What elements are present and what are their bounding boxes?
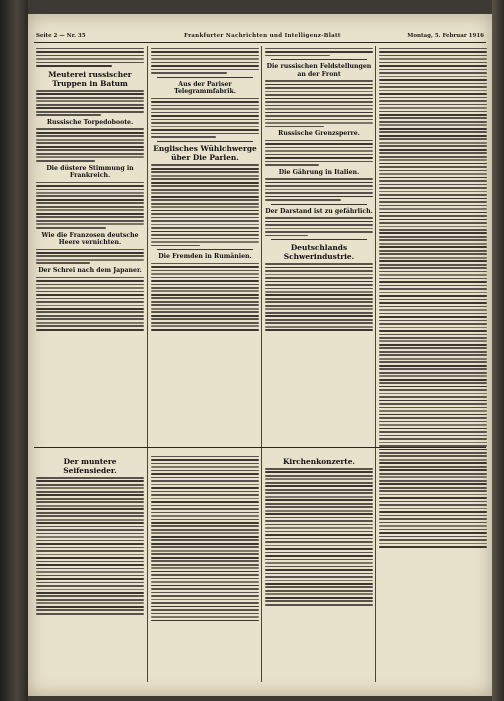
headline: Die düstere Stimmung in Frankreich. bbox=[46, 164, 134, 180]
feuilleton-column-2 bbox=[151, 454, 259, 690]
headline: Der Darstand ist zu gefährlich. bbox=[265, 207, 373, 215]
column-1 bbox=[36, 46, 144, 444]
column-4 bbox=[379, 46, 487, 690]
headline: Englisches Wühlchwerge über Die Parlen. bbox=[153, 144, 257, 163]
column-rule bbox=[261, 46, 262, 682]
page-edge bbox=[492, 0, 504, 701]
newspaper-page bbox=[28, 14, 492, 696]
headline: Aus der Pariser Telegrammfabrik. bbox=[174, 80, 236, 96]
feuilleton-column-3 bbox=[265, 454, 373, 690]
headline: Russische Torpedoboote. bbox=[46, 118, 134, 126]
headline: Der Schrei nach dem Japaner. bbox=[38, 267, 142, 275]
column-3 bbox=[265, 46, 373, 444]
feuilleton-title: Der muntere Seifensieder. bbox=[63, 457, 117, 475]
headline: Russische Grenzsperre. bbox=[278, 130, 360, 138]
issue-date: Montag, 5. Februar 1916 bbox=[407, 33, 484, 39]
page-label: Seite 2 — Nr. 35 bbox=[36, 33, 86, 39]
headline: Die russischen Feldstellungen an der Front bbox=[266, 63, 372, 78]
headline: Wie die Franzosen deutsche Heere vernichten. bbox=[41, 231, 139, 247]
feuilleton-rule bbox=[34, 447, 486, 448]
book-binding bbox=[0, 0, 28, 701]
paper-title: Frankfurter Nachrichten und Intelligenz-Blatt bbox=[184, 33, 341, 39]
column-rule bbox=[147, 46, 148, 682]
column-rule bbox=[375, 46, 376, 682]
column-2 bbox=[151, 46, 259, 444]
headline: Die Gährung in Italien. bbox=[278, 168, 360, 176]
headline: Deutschlands Schwerindustrie. bbox=[283, 243, 355, 262]
masthead bbox=[34, 32, 486, 43]
section-heading: Kirchenkonzerte. bbox=[283, 457, 355, 466]
headline: Meuterei russischer Truppen in Batum bbox=[48, 69, 132, 88]
feuilleton-column-1 bbox=[36, 454, 144, 690]
headline: Die Fremden in Rumänien. bbox=[158, 253, 252, 261]
